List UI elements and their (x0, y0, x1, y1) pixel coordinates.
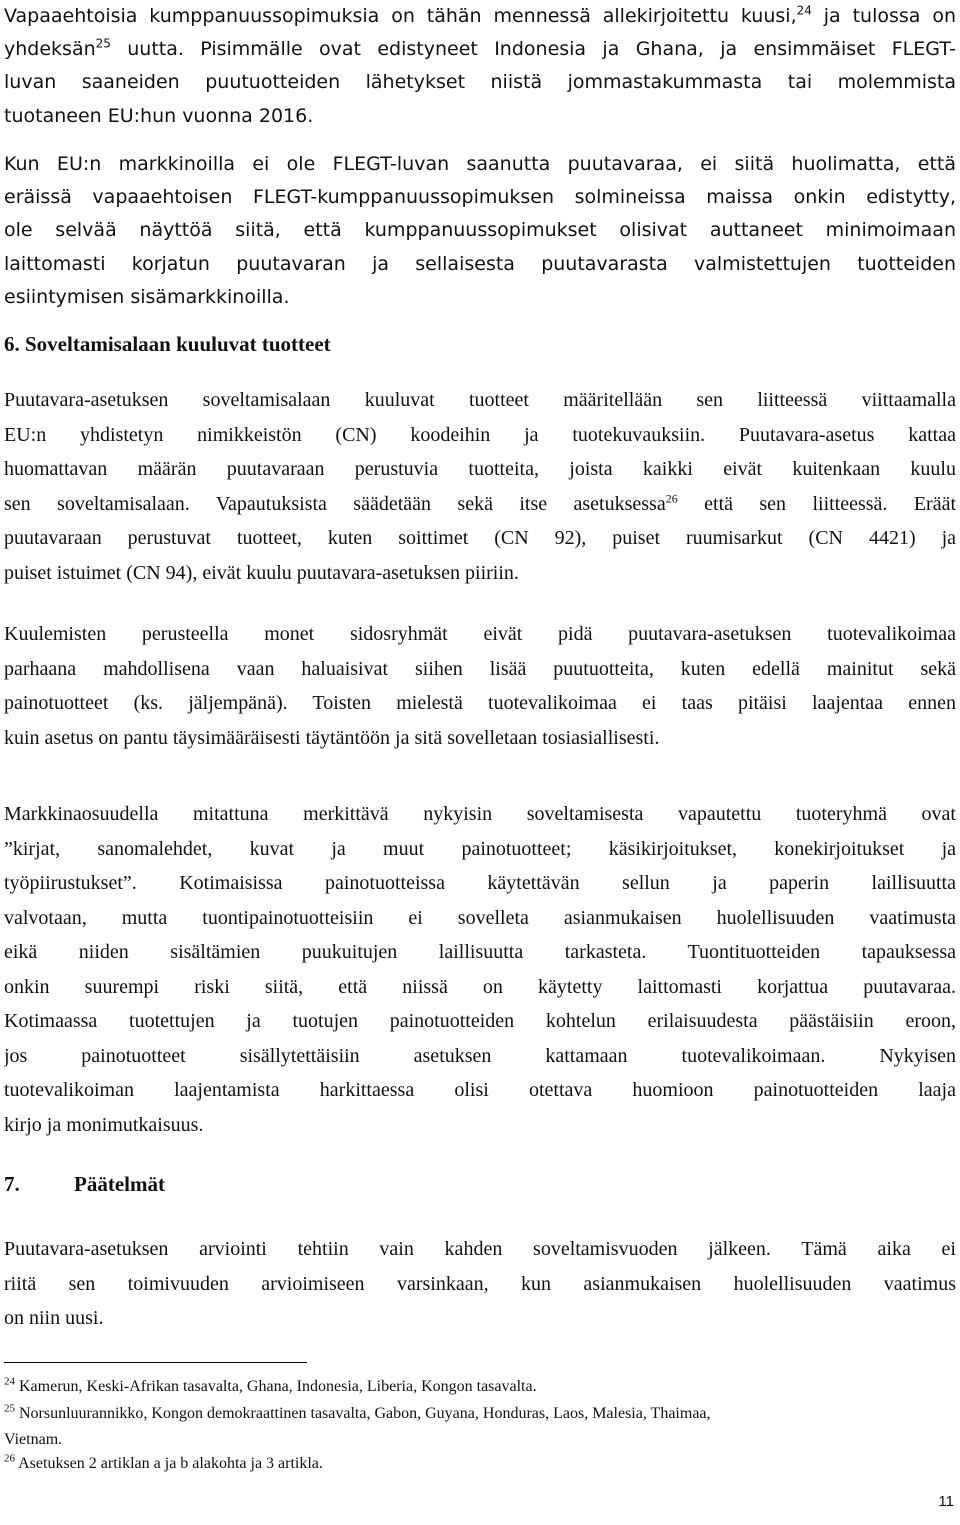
text-line: tuotaneen EU:hun vuonna 2016. (4, 104, 314, 127)
text-line: eräissä vapaaehtoisen FLEGT-kumppanuussopimuksen solmineissa maissa onkin edistytty, (4, 186, 956, 209)
text-line: tuotevalikoiman laajentamista harkittaessa olisi otettava huomioon painotuotteiden laaja (4, 1079, 956, 1101)
paragraph-printed-products (4, 797, 956, 1142)
text-line: luvan saaneiden puutuotteiden lähetykset niistä jommastakummasta tai molemmista (4, 71, 956, 94)
footnote-ref-25[interactable]: 25 (95, 36, 111, 51)
text-line: Kotimaassa tuotettujen ja tuotujen painotuotteiden kohtelun erilaisuudesta päästäisiin eroon, (4, 1010, 956, 1032)
section-title: Päätelmät (74, 1172, 165, 1196)
page-number: 11 (938, 1493, 954, 1510)
text-line: puutavaraan perustuvat tuotteet, kuten soittimet (CN 92), puiset ruumisarkut (CN 4421) ja (4, 527, 956, 549)
text-line (4, 487, 956, 522)
text-line (4, 33, 956, 66)
section-heading-7 (4, 1172, 165, 1197)
footnote-divider (4, 1362, 307, 1363)
text-line: eikä niiden sisältämien puukuitujen laillisuutta tarkasteta. Tuontituotteiden tapauksessa (4, 941, 956, 963)
footnote-text: Vietnam. (4, 1431, 63, 1448)
text-run: yhdeksän (4, 38, 96, 61)
text-line: kirjo ja monimutkaisuus. (4, 1113, 204, 1136)
text-line: kuin asetus on pantu täysimääräisesti täytäntöön ja sitä sovelletaan tosiasiallisesti. (4, 726, 660, 749)
footnote-number: 25 (4, 1402, 15, 1415)
footnote-number: 24 (4, 1375, 15, 1388)
text-line: jos painotuotteet sisällytettäisiin asetuksen kattamaan tuotevalikoimaan. Nykyisen (4, 1044, 956, 1067)
paragraph-conclusions (4, 1232, 956, 1336)
text-line: työpiirustukset”. Kotimaisissa painotuotteissa käytettävän sellun ja paperin laillisuutta (4, 872, 956, 894)
footnote-text: Norsunluurannikko, Kongon demokraattinen tasavalta, Gabon, Guyana, Honduras, Laos, Malesia, Thaimaa, (19, 1405, 711, 1422)
text-line: puiset istuimet (CN 94), eivät kuulu puutavara-asetuksen piiriin. (4, 561, 519, 584)
text-line: ole selvää näyttöä siitä, että kumppanuussopimukset olisivat auttaneet minimoimaan (4, 219, 956, 242)
footnote-25 (4, 1401, 956, 1453)
section-heading-6: 6. Soveltamisalaan kuuluvat tuotteet (4, 332, 331, 356)
text-line: painotuotteet (ks. jäljempänä). Toisten mielestä tuotevalikoimaa ei taas pitäisi laajentaa ennen (4, 692, 956, 714)
text-line: EU:n yhdistetyn nimikkeistön (CN) koodeihin ja tuotekuvauksiin. Puutavara-asetus kattaa (4, 423, 956, 446)
footnote-number: 26 (4, 1452, 15, 1465)
text-run: ja tulossa on (823, 5, 956, 27)
text-line: onkin suurempi riski siitä, että niissä on käytetty laittomasti korjattua puutavaraa. (4, 975, 956, 998)
text-line: laittomasti korjatun puutavaran ja sellaisesta puutavarasta valmistettujen tuotteiden (4, 252, 956, 275)
text-line: ”kirjat, sanomalehdet, kuvat ja muut painotuotteet; käsikirjoitukset, konekirjoitukset ja (4, 837, 956, 860)
paragraph-flegt-evidence (4, 148, 956, 314)
text-run: että sen liitteessä. Eräät (704, 492, 956, 515)
text-line: Puutavara-asetuksen arviointi tehtiin vain kahden soveltamisvuoden jälkeen. Tämä aika ei (4, 1238, 956, 1260)
paragraph-scope-products (4, 383, 956, 590)
text-line: huomattavan määrän puutavaraan perustuvia tuotteita, joista kaikki eivät kuitenkaan kuulu (4, 458, 956, 480)
text-line: Puutavara-asetuksen soveltamisalaan kuuluvat tuotteet määritellään sen liitteessä viittaamalla (4, 389, 956, 411)
text-run: uutta. Pisimmälle ovat edistyneet Indonesia ja Ghana, ja ensimmäiset FLEGT- (127, 38, 956, 61)
text-line: Kuulemisten perusteella monet sidosryhmät eivät pidä puutavara-asetuksen tuotevalikoimaa (4, 623, 956, 645)
footnote-ref-24[interactable]: 24 (796, 3, 812, 18)
footnote-text: Kamerun, Keski-Afrikan tasavalta, Ghana, Indonesia, Liberia, Kongon tasavalta. (19, 1378, 537, 1395)
paragraph-partner-agreements (4, 0, 956, 133)
footnote-26 (4, 1451, 956, 1477)
text-line: parhaana mahdollisena vaan haluaisivat siihen lisää puutuotteita, kuten edellä mainitut sekä (4, 657, 956, 680)
section-number: 7. (4, 1172, 20, 1196)
paragraph-consultation (4, 617, 956, 755)
footnote-ref-26[interactable]: 26 (665, 490, 678, 505)
text-run: Vapaaehtoisia kumppanuussopimuksia on tähän mennessä allekirjoitettu kuusi, (4, 5, 797, 27)
text-line (4, 0, 956, 33)
text-line: Kun EU:n markkinoilla ei ole FLEGT-luvan saanutta puutavaraa, ei siitä huolimatta, että (4, 153, 956, 175)
text-run: sen soveltamisalaan. Vapautuksista säädetään sekä itse asetuksessa (4, 492, 666, 515)
footnote-text: Asetuksen 2 artiklan a ja b alakohta ja 3 artikla. (18, 1455, 323, 1472)
text-line: esiintymisen sisämarkkinoilla. (4, 285, 290, 308)
text-line: riitä sen toimivuuden arvioimiseen varsinkaan, kun asianmukaisen huolellisuuden vaatimus (4, 1272, 956, 1295)
text-line: on niin uusi. (4, 1307, 104, 1329)
text-line (4, 1401, 956, 1427)
text-line: Markkinaosuudella mitattuna merkittävä nykyisin soveltamisesta vapautettu tuoteryhmä ovat (4, 803, 956, 825)
footnote-24 (4, 1374, 956, 1400)
text-line: valvotaan, mutta tuontipainotuotteisiin ei sovelleta asianmukaisen huolellisuuden vaatimusta (4, 906, 956, 929)
